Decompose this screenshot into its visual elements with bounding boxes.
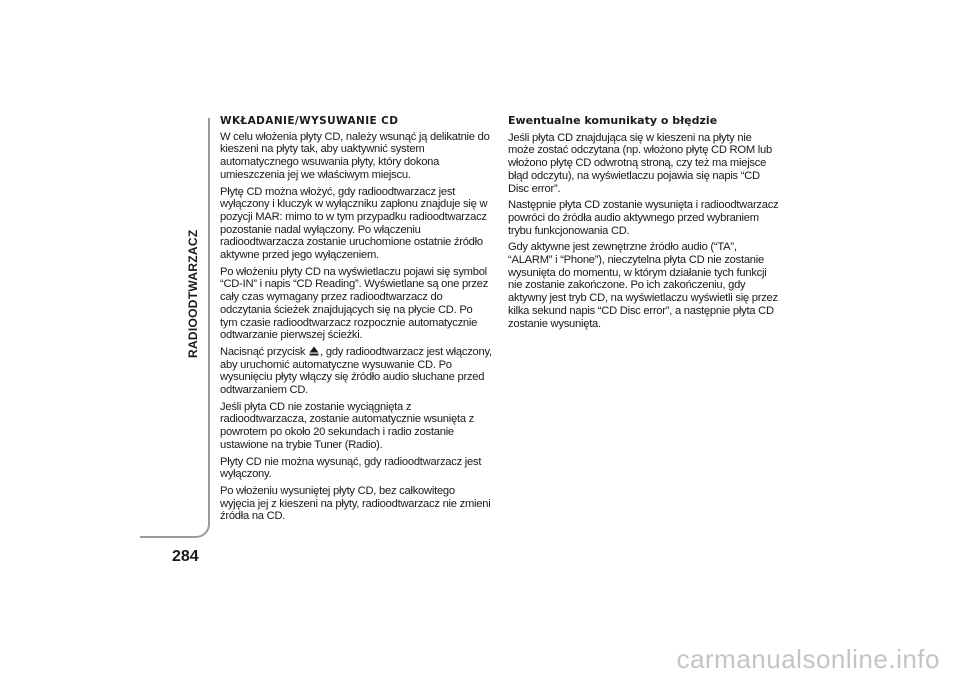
paragraph: Następnie płyta CD zostanie wysunięta i radioodtwarzacz powróci do źródła audio aktywnego przed wybraniem trybu funkcjonowania CD. bbox=[508, 199, 779, 237]
paragraph-text: , gdy radioodtwarzacz jest włączony, aby uruchomić automatyczne wysuwanie CD. Po wysunięciu płyty włączy się źródło audio słuchane przed odtwarzaniem CD. bbox=[220, 345, 492, 397]
paragraph: Płyty CD nie można wysunąć, gdy radioodtwarzacz jest wyłączony. bbox=[220, 455, 482, 481]
paragraph-text: Nacisnąć przycisk bbox=[220, 345, 309, 358]
right-column bbox=[508, 115, 780, 334]
subsection-heading: Ewentualne komunikaty o błędzie bbox=[508, 114, 718, 127]
left-column bbox=[220, 115, 492, 527]
watermark: carmanualsonline.info bbox=[676, 644, 940, 674]
paragraph: Jeśli płyta CD znajdująca się w kieszeni na płyty nie może zostać odczytana (np. włożono płytę CD ROM lub włożono płytę CD odwrotną stroną, czy też ma miejsce błąd odczytu), na wyświetlaczu pojawia się napis “CD Disc error”. bbox=[508, 131, 772, 195]
paragraph bbox=[220, 346, 492, 397]
page-number: 284 bbox=[172, 548, 199, 565]
section-heading: WKŁADANIE/WYSUWANIE CD bbox=[220, 115, 399, 127]
paragraph: Gdy aktywne jest zewnętrzne źródło audio (“TA”, “ALARM” i “Phone”), nieczytelna płyta CD nie zostanie wysunięta do momentu, w którym działanie tych funkcji nie zostanie zakończone. Po ich zakończeniu, gdy aktywny jest tryb CD, na wyświetlaczu wyświetli się przez kilka sekund napis “CD Disc error”, a następnie płyta CD zostanie wysunięta. bbox=[508, 241, 778, 330]
paragraph: Po włożeniu wysuniętej płyty CD, bez całkowitego wyjęcia jej z kieszeni na płyty, radioodtwarzacz nie zmieni źródła na CD. bbox=[220, 484, 491, 523]
paragraph: W celu włożenia płyty CD, należy wsunąć ją delikatnie do kieszeni na płyty tak, aby uaktywnić system automatycznego wsuwania płyty, który dokona umieszczenia jej we właściwym miejscu. bbox=[220, 130, 490, 181]
section-label: RADIOODTWARZACZ bbox=[186, 229, 200, 358]
paragraph: Jeśli płyta CD nie zostanie wyciągnięta z radioodtwarzacza, zostanie automatycznie wsunięta z powrotem po około 20 sekundach i radio zostanie ustawione na trybie Tuner (Radio). bbox=[220, 400, 475, 451]
eject-icon bbox=[309, 346, 319, 356]
paragraph: Po włożeniu płyty CD na wyświetlaczu pojawi się symbol “CD-IN” i napis “CD Reading”. Wyświetlane są one przez cały czas wymagany przez radioodtwarzacz do odczytania ścieżek znajdujących się na płycie CD. Po tym czasie radioodtwarzacz rozpocznie automatycznie odtwarzanie pierwszej ścieżki. bbox=[220, 265, 489, 342]
paragraph: Płytę CD można włożyć, gdy radioodtwarzacz jest wyłączony i kluczyk w wyłączniku zapłonu znajduje się w pozycji MAR: mimo to w tym przypadku radioodtwarzacz pozostanie nadal wyłączony. Po włączeniu radioodtwarzacza zostanie uruchomione ostatnie źródło aktywne przed jego wyłączeniem. bbox=[220, 185, 488, 262]
